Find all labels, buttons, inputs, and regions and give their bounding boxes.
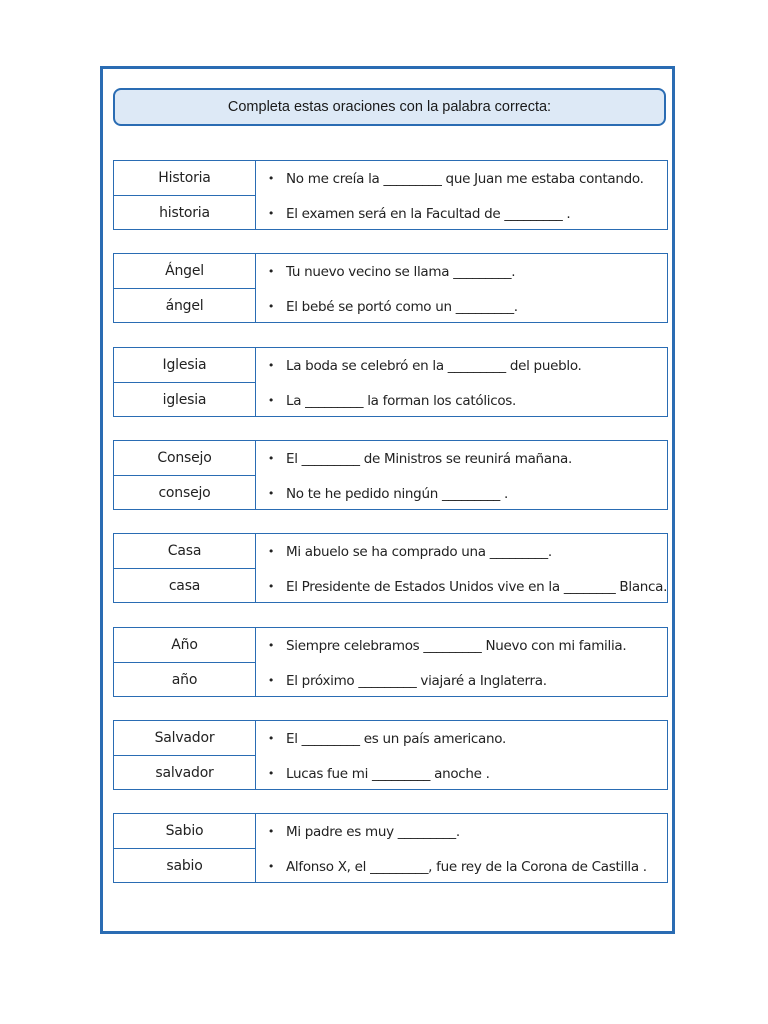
sentence-row: [256, 756, 667, 791]
word-column: [114, 348, 256, 416]
sentence-text: El próximo _________ viajaré a Inglaterra.: [286, 672, 547, 689]
bullet-icon: •: [267, 580, 275, 593]
word-column: [114, 254, 256, 322]
word-column: [114, 161, 256, 229]
exercise-block: [113, 347, 668, 417]
worksheet: [100, 66, 675, 934]
sentence-row: [256, 569, 667, 604]
word-capitalized: Año: [114, 628, 255, 663]
bullet-icon: •: [267, 767, 275, 780]
sentence-column: [256, 161, 667, 229]
bullet-icon: •: [267, 394, 275, 407]
sentence-column: [256, 814, 667, 882]
bullet-icon: •: [267, 732, 275, 745]
sentence-column: [256, 628, 667, 696]
sentence-column: [256, 348, 667, 416]
sentence-column: [256, 721, 667, 789]
sentence-text: Mi abuelo se ha comprado una _________.: [286, 543, 552, 560]
word-column: [114, 441, 256, 509]
sentence-text: El _________ de Ministros se reunirá mañana.: [286, 450, 572, 467]
sentence-text: El bebé se portó como un _________.: [286, 298, 518, 315]
sentence-text: La _________ la forman los católicos.: [286, 392, 517, 409]
sentence-row: [256, 534, 667, 569]
word-lowercase: iglesia: [162, 392, 207, 408]
word-capitalized: Ángel: [114, 254, 255, 289]
bullet-icon: •: [267, 265, 275, 278]
exercise-block: [113, 440, 668, 510]
sentence-row: [256, 663, 667, 698]
sentence-text: Lucas fue mi _________ anoche .: [286, 765, 490, 782]
bullet-icon: •: [267, 207, 275, 220]
sentence-column: [256, 254, 667, 322]
instructions-title: Completa estas oraciones con la palabra correcta:: [113, 88, 666, 126]
word-column: [114, 721, 256, 789]
sentence-row: [256, 348, 667, 383]
sentence-row: [256, 849, 667, 884]
sentence-row: [256, 383, 667, 418]
word-capitalized: Sabio: [114, 814, 255, 849]
word-lowercase: casa: [168, 578, 201, 594]
sentence-text: No me creía la _________ que Juan me estaba contando.: [286, 170, 644, 187]
word-capitalized: Iglesia: [114, 348, 255, 383]
sentence-text: Tu nuevo vecino se llama _________.: [286, 263, 516, 280]
exercise-block: [113, 533, 668, 603]
word-capitalized: Salvador: [114, 721, 255, 756]
sentence-row: [256, 254, 667, 289]
word-capitalized: Historia: [114, 161, 255, 196]
sentence-row: [256, 289, 667, 324]
word-capitalized: Casa: [114, 534, 255, 569]
word-lowercase: año: [171, 672, 198, 688]
exercise-block: [113, 253, 668, 323]
sentence-text: Mi padre es muy _________.: [286, 823, 460, 840]
exercise-block: [113, 160, 668, 230]
exercise-block: [113, 813, 668, 883]
bullet-icon: •: [267, 487, 275, 500]
bullet-icon: •: [267, 639, 275, 652]
sentence-text: El examen será en la Facultad de _________ .: [286, 205, 571, 222]
sentence-text: Siempre celebramos _________ Nuevo con mi familia.: [286, 637, 627, 654]
sentence-row: [256, 441, 667, 476]
bullet-icon: •: [267, 674, 275, 687]
sentence-row: [256, 628, 667, 663]
bullet-icon: •: [267, 825, 275, 838]
word-lowercase: historia: [159, 205, 210, 221]
sentence-row: [256, 476, 667, 511]
word-column: [114, 628, 256, 696]
word-lowercase: ángel: [165, 298, 204, 314]
sentence-row: [256, 814, 667, 849]
sentence-text: La boda se celebró en la _________ del pueblo.: [286, 357, 582, 374]
bullet-icon: •: [267, 172, 275, 185]
word-lowercase: salvador: [155, 765, 214, 781]
sentence-column: [256, 441, 667, 509]
bullet-icon: •: [267, 359, 275, 372]
word-lowercase: sabio: [166, 858, 203, 874]
word-column: [114, 534, 256, 602]
sentence-text: El _________ es un país americano.: [286, 730, 506, 747]
bullet-icon: •: [267, 300, 275, 313]
sentence-text: El Presidente de Estados Unidos vive en la ________ Blanca.: [286, 578, 668, 595]
exercise-block: [113, 720, 668, 790]
word-capitalized: Consejo: [114, 441, 255, 476]
sentence-row: [256, 161, 667, 196]
sentence-column: [256, 534, 667, 602]
sentence-row: [256, 721, 667, 756]
word-lowercase: consejo: [158, 485, 211, 501]
sentence-row: [256, 196, 667, 231]
bullet-icon: •: [267, 860, 275, 873]
bullet-icon: •: [267, 545, 275, 558]
sentence-text: Alfonso X, el _________, fue rey de la Corona de Castilla .: [286, 858, 647, 875]
word-column: [114, 814, 256, 882]
sentence-text: No te he pedido ningún _________ .: [286, 485, 508, 502]
exercise-block: [113, 627, 668, 697]
bullet-icon: •: [267, 452, 275, 465]
